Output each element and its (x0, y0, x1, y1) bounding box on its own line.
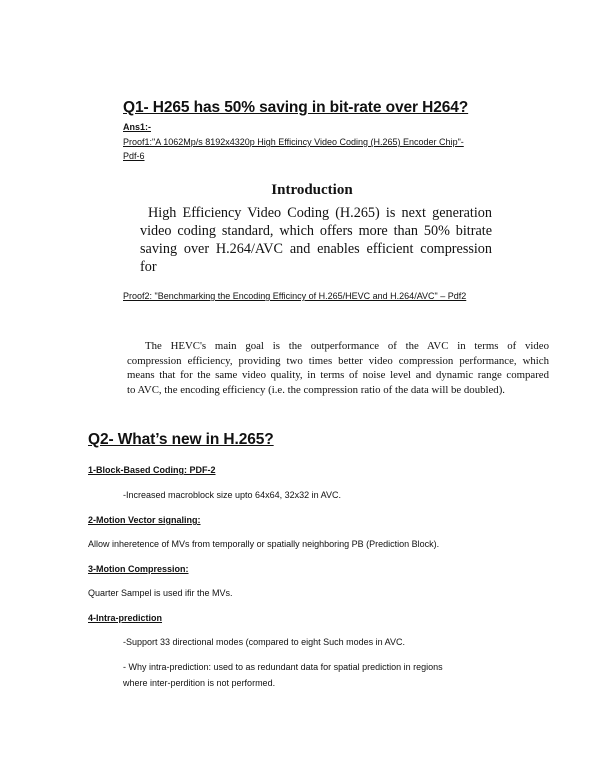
ans1-label: Ans1:- (123, 122, 152, 132)
excerpt2-line4: to AVC, the encoding efficiency (i.e. the compression ratio of the data will be doubled). (127, 383, 505, 396)
section3-title: 3-Motion Compression: (88, 564, 189, 574)
excerpt1-line3: saving over H.264/AVC and enables efficient compression for (140, 241, 492, 275)
section4-title: 4-Intra-prediction (88, 613, 163, 623)
section4-text1: -Support 33 directional modes (compared to eight Such modes in AVC. (123, 637, 405, 647)
section1-title: 1-Block-Based Coding: PDF-2 (88, 465, 216, 475)
proof1-citation-line2: Pdf-6 (123, 151, 145, 161)
excerpt1-image (140, 182, 492, 275)
q1-heading: Q1- H265 has 50% saving in bit-rate over H264? (123, 99, 469, 116)
section2-title: 2-Motion Vector signaling: (88, 515, 201, 525)
q2-heading: Q2- What’s new in H.265? (88, 431, 274, 448)
section4-text2-line2: where inter-perdition is not performed. (123, 678, 276, 688)
excerpt1-line2: video coding standard, which offers more than 50% bitrate (140, 223, 492, 239)
excerpt2-line3: means that for the same video quality, in terms of noise level and dynamic range compared (127, 369, 549, 381)
section1-text: -Increased macroblock size upto 64x64, 32x32 in AVC. (123, 490, 341, 500)
excerpt2-line2: compression efficiency, providing two times better video compression performance, which (127, 354, 549, 367)
excerpt2-line1: The HEVC's main goal is the outperformance of the AVC in terms of video (145, 340, 549, 352)
section3-text: Quarter Sampel is used ifir the MVs. (88, 588, 233, 598)
excerpt1-title: Introduction (271, 182, 353, 198)
section2-text: Allow inheretence of MVs from temporally or spatially neighboring PB (Prediction Block). (88, 539, 440, 549)
excerpt1-line1: High Efficiency Video Coding (H.265) is next generation (148, 205, 492, 221)
section4-text2-line1: - Why intra-prediction: used to as redundant data for spatial prediction in regions (123, 662, 443, 672)
excerpt2-image (127, 339, 549, 397)
proof2-citation: Proof2: "Benchmarking the Encoding Efficincy of H.265/HEVC and H.264/AVC" – Pdf2 (123, 291, 467, 301)
proof1-citation-line1: Proof1:"A 1062Mp/s 8192x4320p High Efficincy Video Coding (H.265) Encoder Chip"- (123, 137, 464, 147)
